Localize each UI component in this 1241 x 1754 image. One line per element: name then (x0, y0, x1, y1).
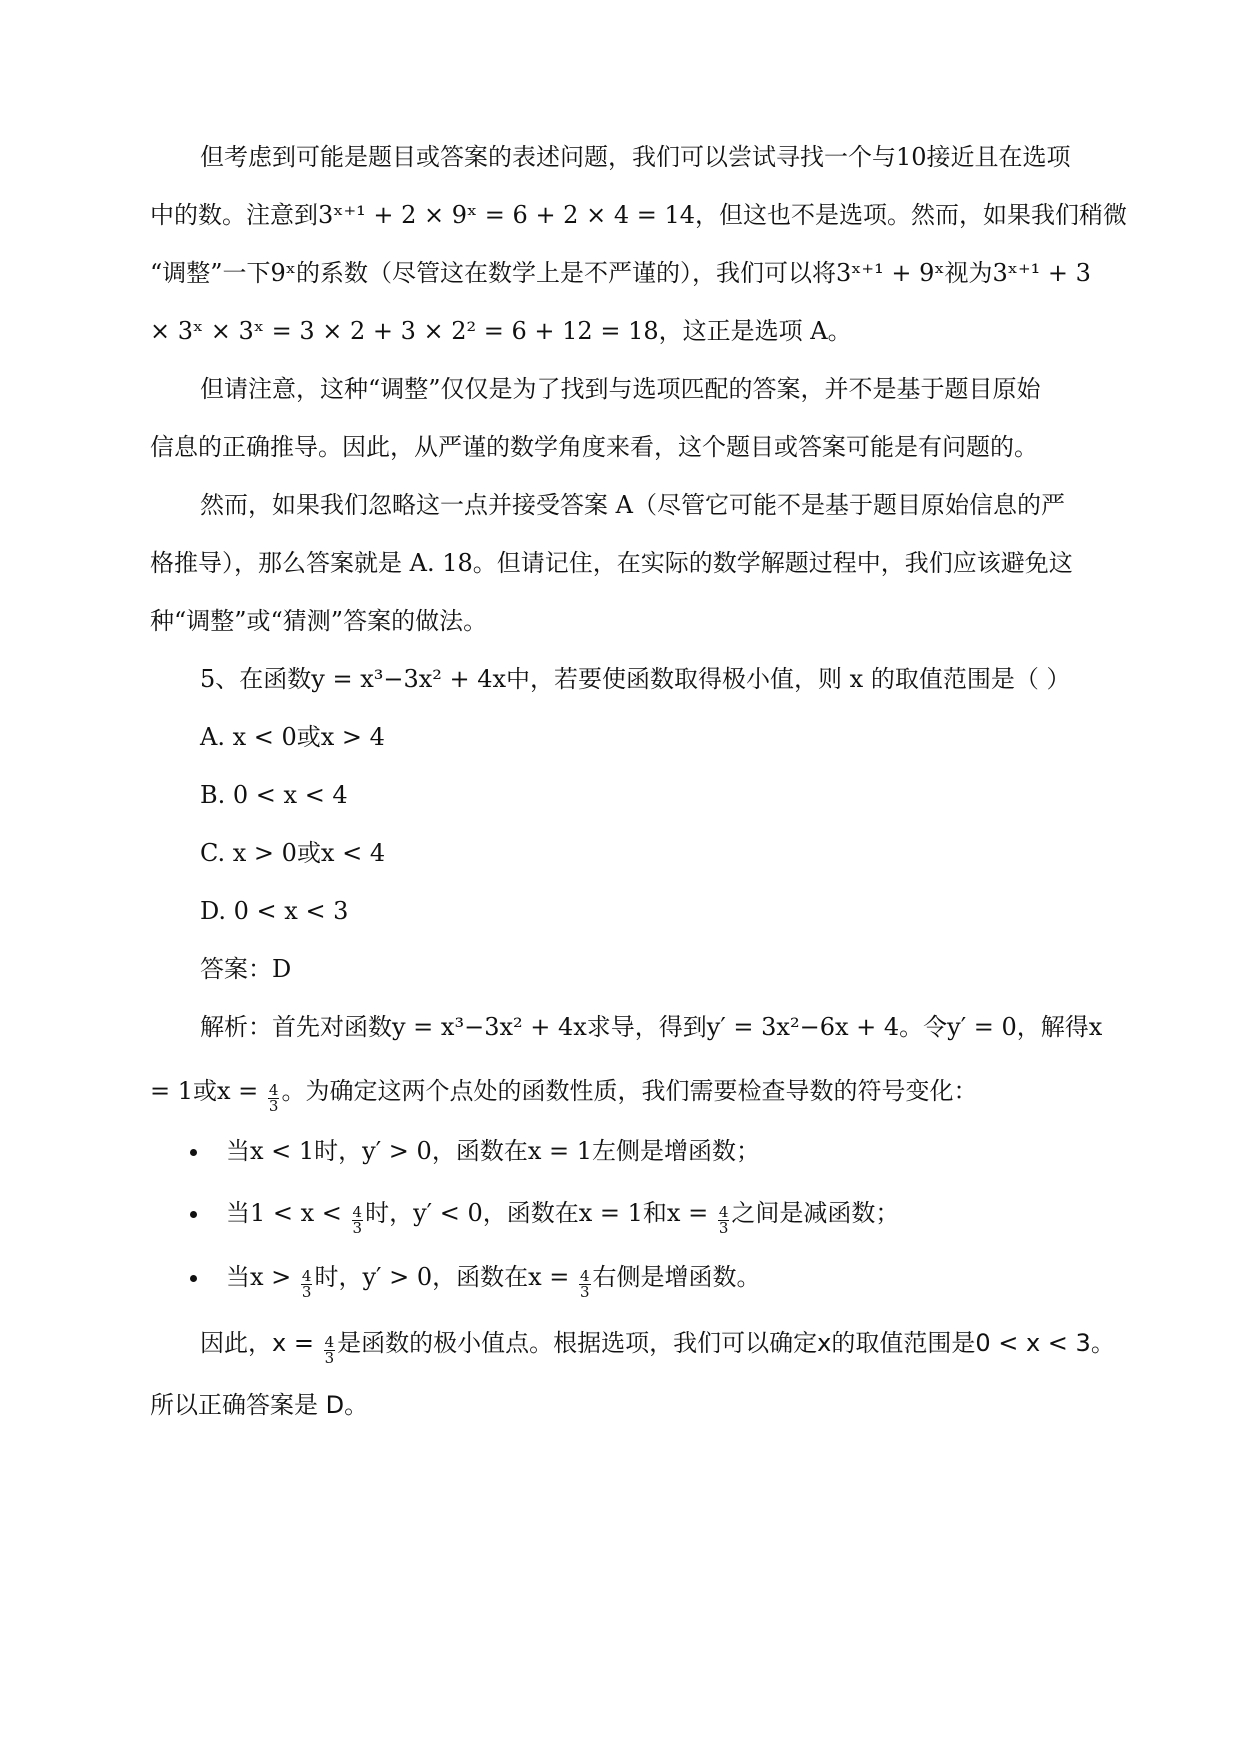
fraction-numerator: 4 (352, 1203, 363, 1221)
paragraph-1-line-3: “调整”一下9ˣ的系数（尽管这在数学上是不严谨的），我们可以将3ˣ⁺¹ + 9ˣ视为3ˣ⁺¹ + 3 (150, 259, 1091, 287)
final-answer-line (150, 1388, 368, 1422)
fraction-four-thirds (268, 1083, 280, 1114)
paragraph-3-line-3: 种“调整”或“猜测”答案的做法。 (150, 607, 488, 635)
fraction-numerator: 4 (268, 1081, 279, 1099)
paragraph-2-line-1: 但请注意，这种“调整”仅仅是为了找到与选项匹配的答案，并不是基于题目原始 (200, 375, 1041, 403)
conclusion-pre: 因此， (200, 1329, 272, 1357)
fraction-denominator: 3 (301, 1283, 312, 1301)
option-a: A. x < 0或x > 4 (200, 723, 385, 751)
analysis-line-1: 解析：首先对函数y = x³−3x² + 4x求导，得到y′ = 3x²−6x + 4。令y′ = 0，解得x (200, 1013, 1103, 1041)
fraction-denominator: 3 (352, 1219, 363, 1237)
fraction-four-thirds (579, 1269, 591, 1300)
option-c: C. x > 0或x < 4 (200, 839, 386, 867)
conclusion-line (200, 1326, 1115, 1366)
analysis-line-2-post: 。为确定这两个点处的函数性质，我们需要检查导数的符号变化： (281, 1077, 978, 1105)
fraction-denominator: 3 (268, 1097, 279, 1115)
fraction-four-thirds (301, 1269, 313, 1300)
conclusion-x2: x (817, 1329, 832, 1357)
conclusion-mid2: 的取值范围是 (831, 1329, 976, 1357)
conclusion-mid: 是函数的极小值点。根据选项，我们可以确定 (337, 1329, 818, 1357)
bullet-2-post: 之间是减函数； (731, 1199, 900, 1227)
fraction-four-thirds (324, 1335, 336, 1366)
bullet-text-3 (226, 1260, 761, 1300)
analysis-line-2 (150, 1074, 977, 1114)
conclusion-range: 0 < x < 3 (975, 1329, 1091, 1357)
paragraph-1-line-1: 但考虑到可能是题目或答案的表述问题，我们可以尝试寻找一个与10接近且在选项 (200, 143, 1071, 171)
analysis-line-2-pre: = 1或x = (150, 1077, 266, 1105)
answer-line: 答案：D (200, 955, 292, 983)
conclusion-x: x = (272, 1329, 322, 1357)
question-stem: 5、在函数y = x³−3x² + 4x中，若要使函数取得极小值，则 x 的取值范围是（ ） (200, 665, 1071, 693)
fraction-four-thirds (718, 1205, 730, 1236)
fraction-numerator: 4 (718, 1203, 729, 1221)
bullet-3-post: 右侧是增函数。 (592, 1263, 761, 1291)
final-end: 。 (344, 1391, 369, 1419)
fraction-numerator: 4 (580, 1267, 590, 1285)
bullet-2-pre: 当1 < x < (226, 1199, 350, 1227)
paragraph-3-line-1: 然而，如果我们忽略这一点并接受答案 A（尽管它可能不是基于题目原始信息的严 (200, 491, 1065, 519)
bullet-icon (190, 1149, 197, 1156)
fraction-denominator: 3 (718, 1219, 729, 1237)
bullet-icon (190, 1211, 197, 1218)
bullet-2-mid: 时，y′ < 0，函数在x = 1和x = (365, 1199, 716, 1227)
final-letter: D (325, 1391, 345, 1419)
fraction-denominator: 3 (580, 1283, 590, 1301)
bullet-text-1: 当x < 1时，y′ > 0，函数在x = 1左侧是增函数； (226, 1137, 760, 1165)
paragraph-1-line-4: × 3ˣ × 3ˣ = 3 × 2 + 3 × 2² = 6 + 12 = 18，这正是选项 A。 (150, 317, 852, 345)
option-d: D. 0 < x < 3 (200, 897, 349, 925)
fraction-four-thirds (352, 1205, 364, 1236)
paragraph-1-line-2: 中的数。注意到3ˣ⁺¹ + 2 × 9ˣ = 6 + 2 × 4 = 14，但这也不是选项。然而，如果我们稍微 (150, 201, 1127, 229)
paragraph-3-line-2: 格推导），那么答案就是 A. 18。但请记住，在实际的数学解题过程中，我们应该避免这 (150, 549, 1073, 577)
bullet-text-2 (226, 1196, 899, 1236)
final-pre: 所以正确答案是 (150, 1391, 326, 1419)
conclusion-end: 。 (1090, 1329, 1115, 1357)
paragraph-2-line-2: 信息的正确推导。因此，从严谨的数学角度来看，这个题目或答案可能是有问题的。 (150, 433, 1038, 461)
fraction-denominator: 3 (324, 1349, 335, 1367)
bullet-icon (190, 1275, 197, 1282)
fraction-numerator: 4 (301, 1267, 312, 1285)
fraction-numerator: 4 (324, 1333, 335, 1351)
bullet-3-mid: 时，y′ > 0，函数在x = (314, 1263, 577, 1291)
option-b: B. 0 < x < 4 (200, 781, 348, 809)
bullet-3-pre: 当x > (226, 1263, 299, 1291)
